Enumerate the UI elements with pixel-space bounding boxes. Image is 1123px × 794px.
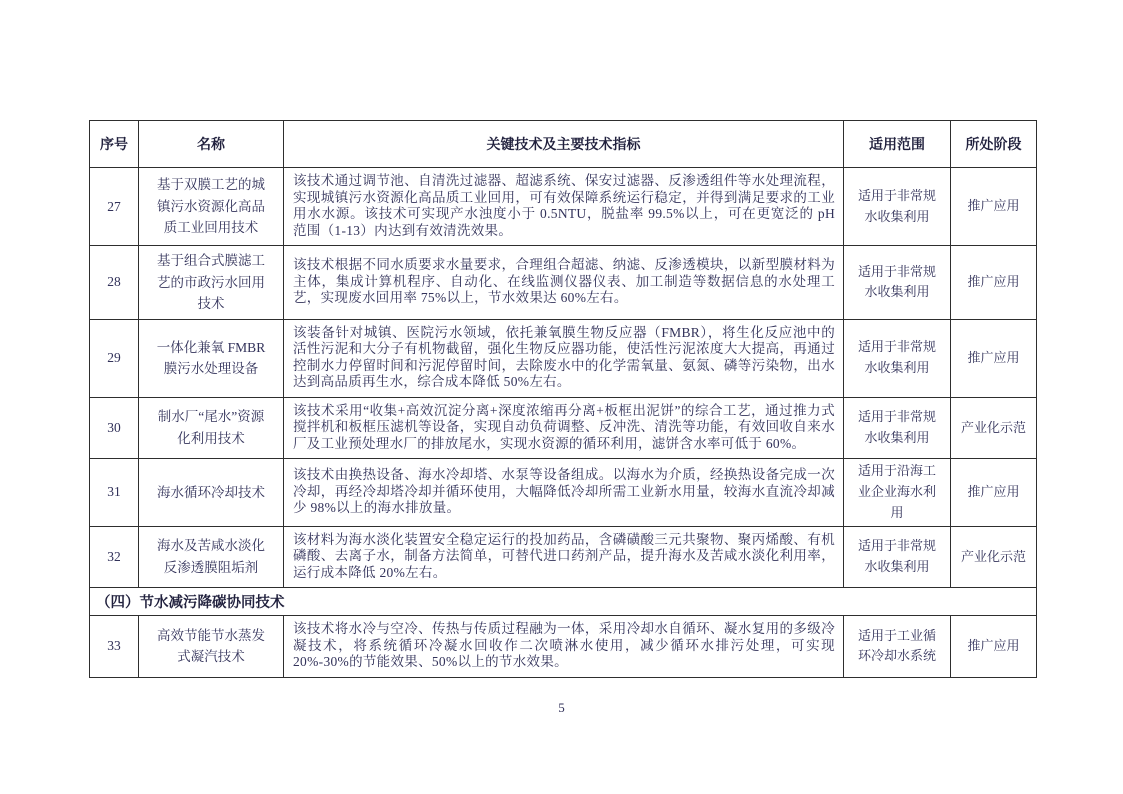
technology-table <box>89 120 1037 678</box>
tech-scope: 适用于非常规水收集利用 <box>844 319 951 397</box>
section-header-row <box>90 588 1037 616</box>
tech-stage: 推广应用 <box>951 459 1037 526</box>
tech-stage: 推广应用 <box>951 616 1037 678</box>
tech-scope: 适用于非常规水收集利用 <box>844 168 951 246</box>
table-row <box>90 397 1037 459</box>
tech-stage: 推广应用 <box>951 246 1037 320</box>
table-row <box>90 319 1037 397</box>
row-number: 28 <box>90 246 139 320</box>
page-number: 5 <box>558 700 565 715</box>
row-number: 31 <box>90 459 139 526</box>
table-row <box>90 168 1037 246</box>
tech-name: 海水及苦咸水淡化反渗透膜阻垢剂 <box>139 526 284 588</box>
tech-description: 该技术通过调节池、自清洗过滤器、超滤系统、保安过滤器、反渗透组件等水处理流程，实现城镇污水资源化高品质工业回用，可有效保障系统运行稳定，并得到满足要求的工业用水水源。该技术可实现产水浊度小于 0.5NTU，脱盐率 99.5%以上，可在更宽泛的 pH 范围（1-13）内达到有效清洗效果。 <box>284 168 844 246</box>
table-row <box>90 526 1037 588</box>
tech-scope: 适用于非常规水收集利用 <box>844 397 951 459</box>
tech-description: 该装备针对城镇、医院污水领域，依托兼氧膜生物反应器（FMBR），将生化反应池中的活性污泥和大分子有机物截留，强化生物反应器功能，使活性污泥浓度大大提高，再通过控制水力停留时间和污泥停留时间，去除废水中的化学需氧量、氨氮、磷等污染物，出水达到高品质再生水，综合成本降低 50%左右。 <box>284 319 844 397</box>
tech-name: 基于组合式膜滤工艺的市政污水回用技术 <box>139 246 284 320</box>
tech-name: 一体化兼氧 FMBR 膜污水处理设备 <box>139 319 284 397</box>
tech-name: 海水循环冷却技术 <box>139 459 284 526</box>
table-row <box>90 459 1037 526</box>
tech-description: 该技术由换热设备、海水冷却塔、水泵等设备组成。以海水为介质，经换热设备完成一次冷却，再经冷却塔冷却并循环使用，大幅降低冷却所需工业新水用量，较海水直流冷却减少 98%以上的海水排放量。 <box>284 459 844 526</box>
tech-scope: 适用于沿海工业企业海水利用 <box>844 459 951 526</box>
tech-description: 该技术将水冷与空冷、传热与传质过程融为一体，采用冷却水自循环、凝水复用的多级冷凝技术，将系统循环冷凝水回收作二次喷淋水使用，减少循环水排污处理，可实现 20%-30%的节能效果、50%以上的节水效果。 <box>284 616 844 678</box>
column-header-stage: 所处阶段 <box>951 121 1037 168</box>
tech-name: 高效节能节水蒸发式凝汽技术 <box>139 616 284 678</box>
section-header: （四）节水减污降碳协同技术 <box>90 588 1037 616</box>
tech-scope: 适用于非常规水收集利用 <box>844 246 951 320</box>
row-number: 33 <box>90 616 139 678</box>
tech-name: 基于双膜工艺的城镇污水资源化高品质工业回用技术 <box>139 168 284 246</box>
table-row <box>90 246 1037 320</box>
column-header-tech: 关键技术及主要技术指标 <box>284 121 844 168</box>
tech-stage: 推广应用 <box>951 319 1037 397</box>
row-number: 30 <box>90 397 139 459</box>
column-header-no: 序号 <box>90 121 139 168</box>
tech-stage: 推广应用 <box>951 168 1037 246</box>
tech-description: 该材料为海水淡化装置安全稳定运行的投加药品，含磷磺酸三元共聚物、聚丙烯酸、有机磷酸、去离子水，制备方法简单，可替代进口药剂产品，提升海水及苦咸水淡化利用率，运行成本降低 20%左右。 <box>284 526 844 588</box>
tech-description: 该技术采用“收集+高效沉淀分离+深度浓缩再分离+板框出泥饼”的综合工艺，通过推力式搅拌机和板框压滤机等设备，实现自动负荷调整、反冲洗、清洗等功能，有效回收自来水厂及工业预处理水厂的排放尾水，实现水资源的循环利用，滤饼含水率可低于 60%。 <box>284 397 844 459</box>
table-row <box>90 616 1037 678</box>
tech-stage: 产业化示范 <box>951 526 1037 588</box>
tech-scope: 适用于工业循环冷却水系统 <box>844 616 951 678</box>
table-header-row <box>90 121 1037 168</box>
tech-scope: 适用于非常规水收集利用 <box>844 526 951 588</box>
column-header-name: 名称 <box>139 121 284 168</box>
tech-name: 制水厂“尾水”资源化利用技术 <box>139 397 284 459</box>
tech-stage: 产业化示范 <box>951 397 1037 459</box>
row-number: 27 <box>90 168 139 246</box>
row-number: 32 <box>90 526 139 588</box>
row-number: 29 <box>90 319 139 397</box>
column-header-scope: 适用范围 <box>844 121 951 168</box>
tech-description: 该技术根据不同水质要求水量要求，合理组合超滤、纳滤、反渗透模块，以新型膜材料为主体，集成计算机程序、自动化、在线监测仪器仪表、加工制造等数据信息的水处理工艺，实现废水回用率 75%以上，节水效果达 60%左右。 <box>284 246 844 320</box>
